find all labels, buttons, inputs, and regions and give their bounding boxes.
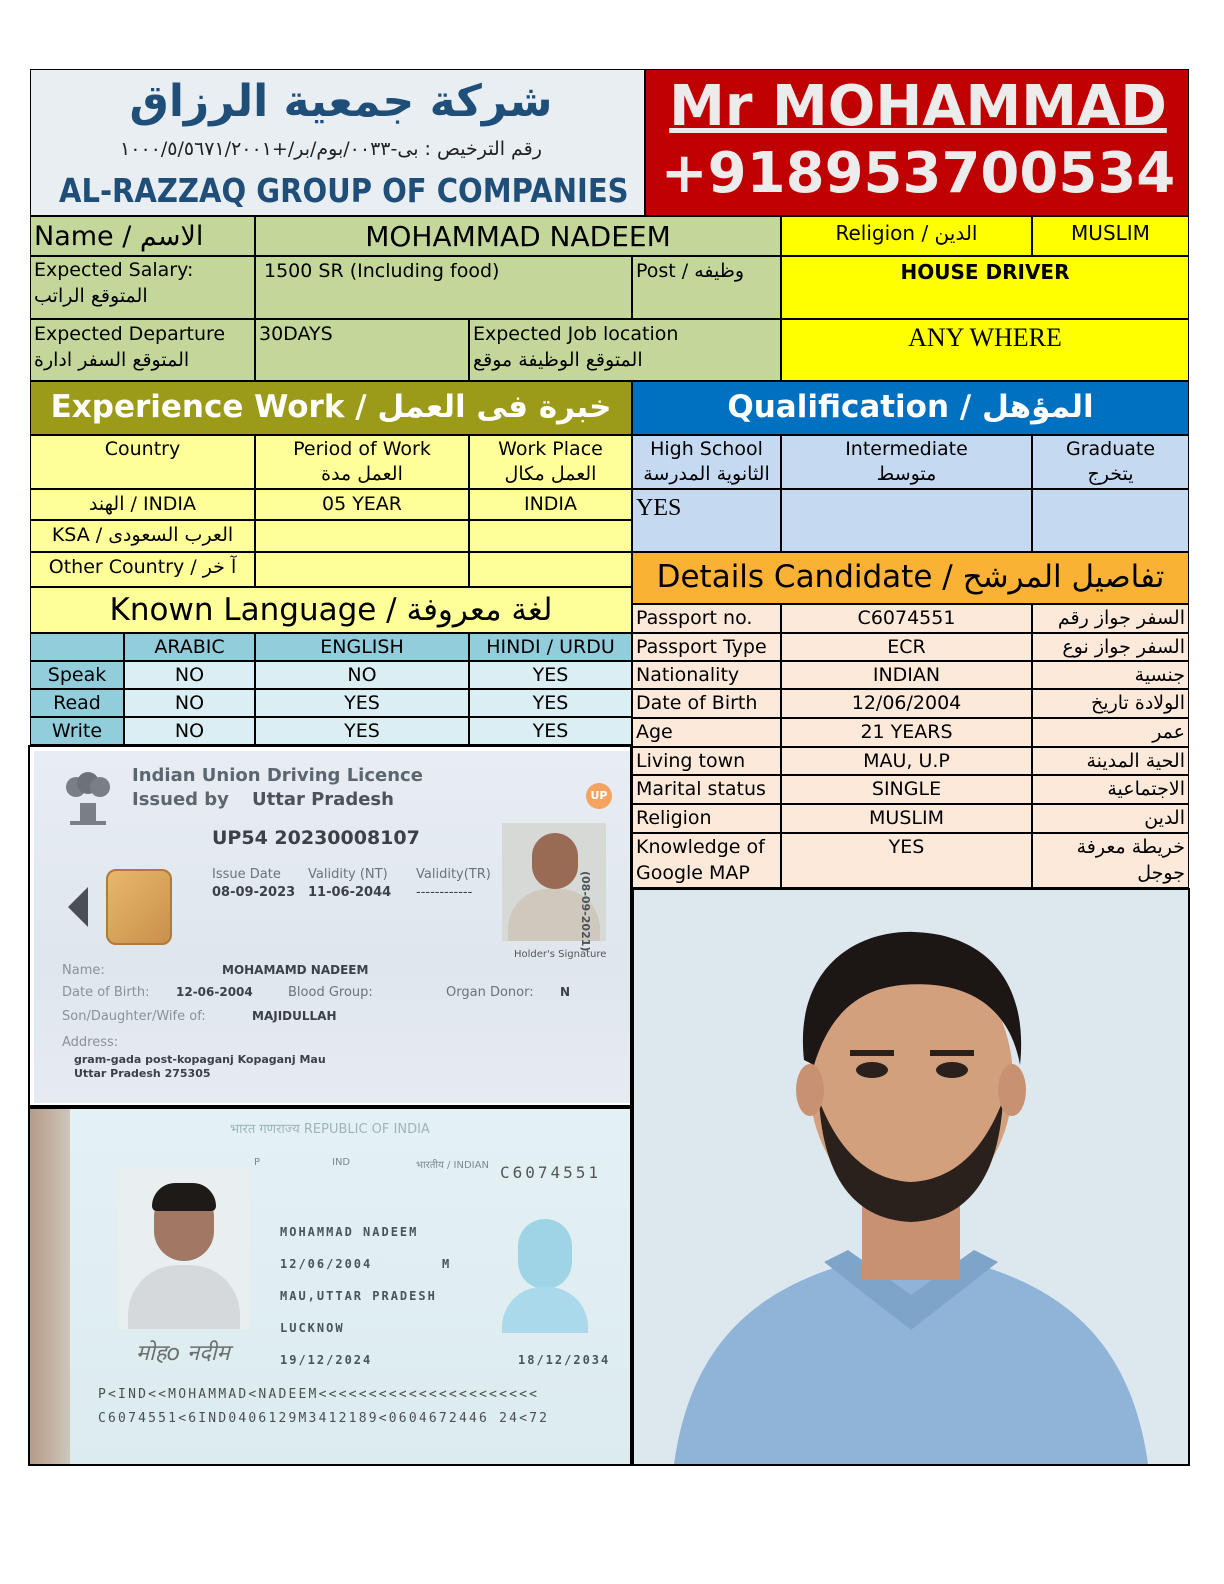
- detail-arabic-label: الولادة تاريخ: [1032, 689, 1189, 718]
- candidate-title: Mr MOHAMMAD: [669, 74, 1167, 139]
- departure-label: [30, 319, 255, 381]
- location-label-ar: المتوقع الوظيفة موقع: [473, 349, 643, 371]
- exp-row-place: [469, 552, 632, 587]
- detail-label: Living town: [632, 747, 781, 775]
- qual-high-value: YES: [632, 489, 781, 552]
- candidate-portrait-icon: [634, 890, 1188, 1464]
- lang-row-label: Speak: [30, 661, 124, 689]
- lang-corner: [30, 633, 124, 661]
- qual-col-grad: [1032, 435, 1189, 489]
- licence-issue-date: 08-09-2023: [212, 885, 296, 900]
- chip-icon: [106, 869, 172, 945]
- detail-label: Religion: [632, 804, 781, 833]
- details-title: Details Candidate / تفاصيل المرشح: [632, 552, 1189, 604]
- departure-label-ar: المتوقع السفر ادارة: [34, 349, 190, 371]
- passport-dob: 12/06/2004: [280, 1257, 373, 1271]
- exp-row-country: Other Country / آ خر: [30, 552, 255, 587]
- licence-number: UP54 20230008107: [212, 827, 420, 849]
- candidate-photo: [632, 888, 1190, 1466]
- lang-row-label: Write: [30, 717, 124, 745]
- qual-col-inter-ar: متوسط: [876, 463, 937, 485]
- detail-label: Passport Type: [632, 633, 781, 661]
- passport-expiry-date: 18/12/2034: [518, 1353, 611, 1367]
- qual-col-inter-en: Intermediate: [845, 438, 968, 460]
- detail-value: 12/06/2004: [781, 689, 1032, 718]
- licence-side-text: (08-09-2021): [579, 871, 592, 952]
- logo-license-number: رقم الترخيص : بى-٠٠٣٣/بوم/بر/+١٠٠٠/٥/٥٦٧١/٢٠٠١: [120, 138, 542, 160]
- licence-address-line-1: gram-gada post-kopaganj Kopaganj Mau: [74, 1053, 326, 1066]
- detail-arabic-label: الحية المدينة: [1032, 747, 1189, 775]
- exp-col-period-ar: العمل مدة: [321, 463, 403, 485]
- licence-title: Indian Union Driving Licence: [132, 765, 423, 786]
- company-logo-panel: [30, 69, 645, 216]
- exp-row-country: KSA / العرب السعودى: [30, 520, 255, 552]
- detail-arabic-label: السفر جواز رقم: [1032, 604, 1189, 633]
- exp-row-country: الهند / INDIA: [30, 489, 255, 520]
- licence-dob-label: Date of Birth:: [62, 985, 150, 1000]
- detail-label: Knowledge of Google MAP: [632, 833, 781, 888]
- exp-row-period: 05 YEAR: [255, 489, 469, 520]
- licence-address-label: Address:: [62, 1035, 119, 1050]
- lang-cell: YES: [469, 661, 632, 689]
- name-value: MOHAMMAD NADEEM: [255, 216, 781, 256]
- detail-arabic-label: الدين: [1032, 804, 1189, 833]
- licence-relation-label: Son/Daughter/Wife of:: [62, 1009, 206, 1024]
- lang-cell: YES: [255, 717, 469, 745]
- qual-col-high-en: High School: [650, 438, 763, 460]
- passport-ghost-photo: [500, 1213, 590, 1333]
- candidate-header-panel: [645, 69, 1189, 216]
- detail-value: MAU, U.P: [781, 747, 1032, 775]
- detail-label: Age: [632, 718, 781, 747]
- licence-address-line-2: Uttar Pradesh 275305: [74, 1067, 211, 1080]
- licence-organ: N: [560, 985, 571, 999]
- licence-validity-tr: ------------: [416, 885, 473, 900]
- detail-value: INDIAN: [781, 661, 1032, 689]
- salary-value: 1500 SR (Including food): [255, 256, 632, 319]
- experience-title: Experience Work / خبرة فى العمل: [30, 381, 632, 435]
- passport-sex: M: [442, 1257, 450, 1271]
- exp-row-period: [255, 520, 469, 552]
- qual-col-high-ar: الثانوية المدرسة: [643, 463, 770, 485]
- logo-english-name: AL-RAZZAQ GROUP OF COMPANIES: [59, 171, 629, 210]
- salary-label-en: Expected Salary:: [34, 259, 194, 281]
- lang-col-english: ENGLISH: [255, 633, 469, 661]
- lang-cell: NO: [255, 661, 469, 689]
- detail-label: Nationality: [632, 661, 781, 689]
- passport-number: C6074551: [500, 1163, 602, 1182]
- arrow-left-icon: [68, 887, 88, 927]
- licence-relation: MAJIDULLAH: [252, 1009, 337, 1023]
- location-label-en: Expected Job location: [473, 323, 679, 345]
- licence-blood-label: Blood Group:: [288, 985, 373, 1000]
- qualification-title: Qualification / المؤهل: [632, 381, 1189, 435]
- detail-arabic-label: جنسية: [1032, 661, 1189, 689]
- detail-label: Marital status: [632, 775, 781, 804]
- licence-organ-label: Organ Donor:: [446, 985, 534, 1000]
- licence-name: MOHAMAMD NADEEM: [222, 963, 369, 977]
- emblem-icon: [58, 763, 118, 829]
- exp-col-period: [255, 435, 469, 489]
- detail-arabic-label: خريطة معرفة جوجل: [1032, 833, 1189, 888]
- licence-issued-by-label: Issued by: [132, 789, 229, 810]
- qual-col-grad-ar: يتخرج: [1087, 463, 1134, 485]
- detail-value: 21 YEARS: [781, 718, 1032, 747]
- salary-label-ar: المتوقع الراتب: [34, 285, 148, 307]
- licence-issue-date-label: Issue Date: [212, 867, 281, 882]
- lang-cell: NO: [124, 717, 255, 745]
- lang-cell: NO: [124, 661, 255, 689]
- detail-arabic-label: الاجتماعية: [1032, 775, 1189, 804]
- passport-issue-date: 19/12/2024: [280, 1353, 373, 1367]
- licence-dob: 12-06-2004: [176, 985, 253, 999]
- qual-col-inter: [781, 435, 1032, 489]
- departure-label-en: Expected Departure: [34, 323, 226, 345]
- departure-value: 30DAYS: [255, 319, 469, 381]
- driving-licence-image: [28, 745, 632, 1107]
- detail-label: Passport no.: [632, 604, 781, 633]
- candidate-phone: +918953700534: [660, 141, 1176, 206]
- detail-value: YES: [781, 833, 1032, 888]
- religion-value: MUSLIM: [1032, 216, 1189, 256]
- exp-row-period: [255, 552, 469, 587]
- exp-col-place: [469, 435, 632, 489]
- licence-validity-nt: 11-06-2044: [308, 885, 392, 900]
- licence-state-badge: UP: [586, 783, 612, 809]
- passport-mrz-line-2: C6074551<6IND0406129M3412189<0604672446 24<72: [98, 1411, 550, 1426]
- lang-cell: YES: [255, 689, 469, 717]
- logo-arabic-name: شركة جمعية الرزاق: [129, 76, 553, 127]
- lang-cell: YES: [469, 717, 632, 745]
- passport-country-code: IND: [332, 1157, 351, 1168]
- exp-row-place: [469, 520, 632, 552]
- passport-image: [28, 1107, 632, 1466]
- detail-value: MUSLIM: [781, 804, 1032, 833]
- lang-col-hindi: HINDI / URDU: [469, 633, 632, 661]
- passport-nationality: भारतीय / INDIAN: [416, 1160, 489, 1171]
- salary-label: [30, 256, 255, 319]
- passport-holder-photo: [118, 1169, 250, 1329]
- passport-code: P: [254, 1157, 261, 1168]
- exp-row-place: INDIA: [469, 489, 632, 520]
- qual-col-grad-en: Graduate: [1065, 438, 1156, 460]
- detail-arabic-label: السفر جواز نوع: [1032, 633, 1189, 661]
- licence-issued-by: Uttar Pradesh: [252, 789, 394, 810]
- exp-col-country: Country: [30, 435, 255, 489]
- location-label: [469, 319, 781, 381]
- exp-col-place-en: Work Place: [498, 438, 603, 460]
- licence-name-label: Name:: [62, 963, 105, 978]
- detail-label: Date of Birth: [632, 689, 781, 718]
- licence-validity-tr-label: Validity(TR): [416, 867, 491, 882]
- detail-arabic-label: عمر: [1032, 718, 1189, 747]
- passport-place-issue: LUCKNOW: [280, 1321, 345, 1335]
- name-label: Name / الاسم: [30, 216, 255, 256]
- licence-validity-nt-label: Validity (NT): [308, 867, 388, 882]
- post-value: HOUSE DRIVER: [781, 256, 1189, 319]
- detail-value: C6074551: [781, 604, 1032, 633]
- qual-grad-value: [1032, 489, 1189, 552]
- exp-col-period-en: Period of Work: [293, 438, 431, 460]
- religion-label: Religion / الدين: [781, 216, 1032, 256]
- lang-cell: YES: [469, 689, 632, 717]
- passport-header: भारत गणराज्य REPUBLIC OF INDIA: [230, 1122, 430, 1137]
- lang-cell: NO: [124, 689, 255, 717]
- lang-row-label: Read: [30, 689, 124, 717]
- language-title: Known Language / لغة معروفة: [30, 587, 632, 633]
- lang-col-arabic: ARABIC: [124, 633, 255, 661]
- detail-value: ECR: [781, 633, 1032, 661]
- passport-name: MOHAMMAD NADEEM: [280, 1225, 419, 1239]
- detail-value: SINGLE: [781, 775, 1032, 804]
- passport-signature: मोहo नदीम: [136, 1341, 230, 1366]
- post-label: Post / وظيفه: [632, 256, 781, 319]
- qual-inter-value: [781, 489, 1032, 552]
- exp-col-place-ar: العمل مكال: [504, 463, 597, 485]
- passport-mrz-line-1: P<IND<<MOHAMMAD<NADEEM<<<<<<<<<<<<<<<<<<<<<<: [98, 1387, 540, 1402]
- location-value: ANY WHERE: [781, 319, 1189, 381]
- qual-col-high: [632, 435, 781, 489]
- licence-holder-signature: Holder's Signature: [514, 949, 607, 960]
- passport-place-birth: MAU,UTTAR PRADESH: [280, 1289, 437, 1303]
